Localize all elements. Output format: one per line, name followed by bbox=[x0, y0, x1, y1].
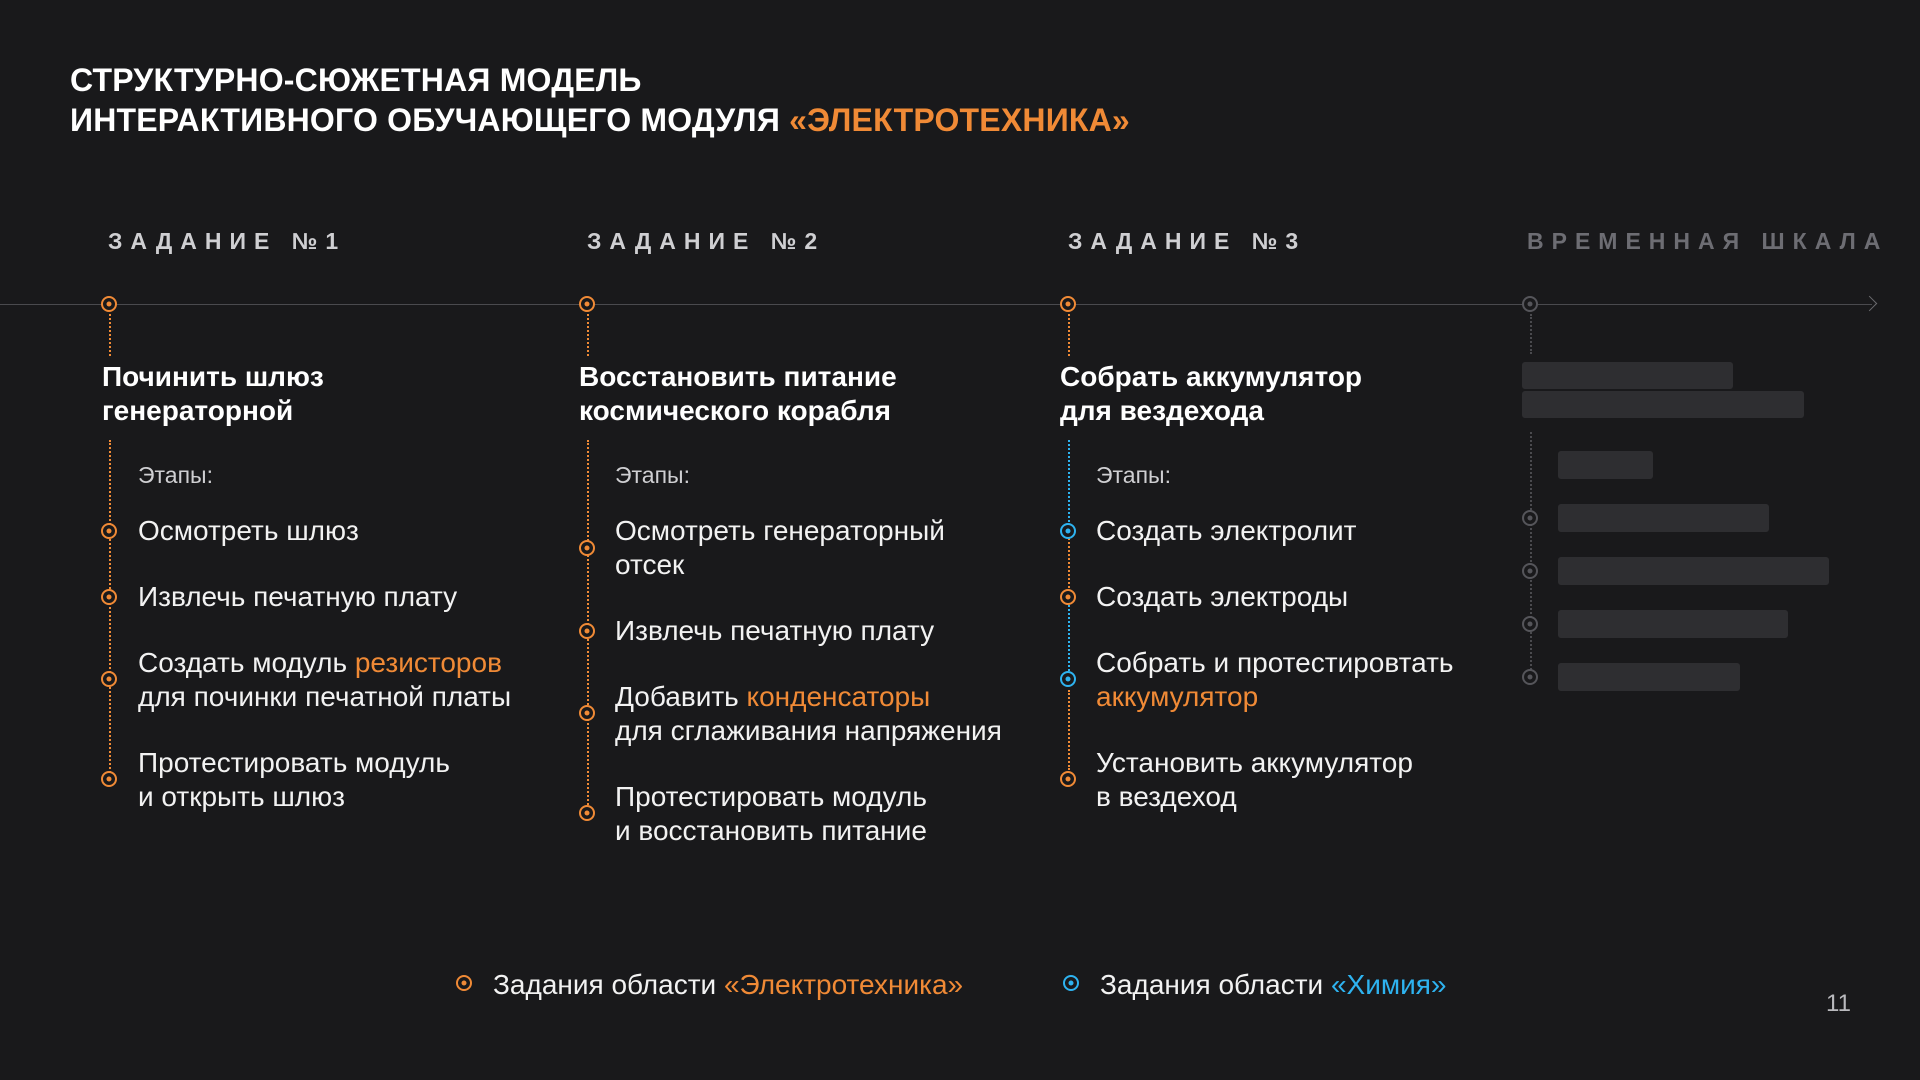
step-text: Создать электролит bbox=[1096, 515, 1357, 546]
step-text: Извлечь печатную плату bbox=[615, 615, 935, 646]
timeline-placeholder-step-3 bbox=[1558, 610, 1788, 638]
task-3-step-1-dot-icon bbox=[1060, 523, 1076, 539]
task-2-connector bbox=[587, 314, 589, 356]
task-1-title-line-2: генераторной bbox=[102, 395, 294, 426]
task-2-step-4-dot-icon bbox=[579, 805, 595, 821]
task-2-step-2-dot-icon bbox=[579, 623, 595, 639]
timeline-steps-line bbox=[1530, 432, 1532, 682]
task-3-step-3-dot-icon bbox=[1060, 671, 1076, 687]
task-3-connector bbox=[1068, 314, 1070, 356]
step-text-line-2: в вездеход bbox=[1096, 781, 1237, 812]
task-2-label: ЗАДАНИЕ №2 bbox=[587, 228, 826, 254]
timeline-placeholder-title-2 bbox=[1522, 391, 1804, 418]
task-1-step-4-dot-icon bbox=[101, 771, 117, 787]
task-1-steps-line bbox=[109, 440, 111, 785]
step-text-prefix: Добавить bbox=[615, 681, 747, 712]
legend-electro bbox=[493, 968, 963, 1002]
legend-chemistry-highlight: «Химия» bbox=[1330, 969, 1447, 1000]
task-1-title bbox=[102, 360, 324, 428]
task-1-step-2-dot-icon bbox=[101, 589, 117, 605]
task-3-step-1 bbox=[1096, 514, 1357, 548]
task-1-title-line-1: Починить шлюз bbox=[102, 361, 324, 392]
timeline-axis bbox=[0, 304, 1872, 305]
task-3-step-4-dot-icon bbox=[1060, 771, 1076, 787]
task-1-step-3 bbox=[138, 646, 511, 714]
timeline-connector bbox=[1530, 314, 1532, 354]
task-1-step-1 bbox=[138, 514, 359, 548]
task-1-step-4 bbox=[138, 746, 450, 814]
timeline-placeholder-step-1 bbox=[1558, 504, 1769, 532]
task-1-stages-label: Этапы: bbox=[138, 462, 213, 488]
task-3-steps-line-b bbox=[1068, 538, 1070, 588]
task-2-step-2 bbox=[615, 614, 934, 648]
task-3-timeline-dot-icon bbox=[1060, 296, 1076, 312]
timeline-step-3-dot-icon bbox=[1522, 616, 1538, 632]
timeline-placeholder-stages bbox=[1558, 451, 1653, 479]
task-3-steps-line-a bbox=[1068, 440, 1070, 530]
task-2-step-1 bbox=[615, 514, 945, 582]
task-1-step-1-dot-icon bbox=[101, 523, 117, 539]
title-line-1: СТРУКТУРНО-СЮЖЕТНАЯ МОДЕЛЬ bbox=[70, 62, 642, 98]
step-text-line-2: для сглаживания напряжения bbox=[615, 715, 1002, 746]
task-2-step-3 bbox=[615, 680, 1002, 748]
task-1-timeline-dot-icon bbox=[101, 296, 117, 312]
step-text-line-1 bbox=[615, 680, 1002, 714]
task-3-step-2 bbox=[1096, 580, 1348, 614]
legend-chemistry-text: Задания области bbox=[1100, 969, 1331, 1000]
task-2-step-1-dot-icon bbox=[579, 540, 595, 556]
task-1-step-3-dot-icon bbox=[101, 671, 117, 687]
timeline-placeholder-step-2 bbox=[1558, 557, 1829, 585]
step-text-prefix: Создать модуль bbox=[138, 647, 355, 678]
title-line-2-text: ИНТЕРАКТИВНОГО ОБУЧАЮЩЕГО МОДУЛЯ bbox=[70, 102, 790, 138]
task-1-step-2 bbox=[138, 580, 457, 614]
task-3-title-line-2: для вездехода bbox=[1060, 395, 1264, 426]
timeline-arrow-icon bbox=[1862, 296, 1878, 312]
page-number: 11 bbox=[1826, 990, 1851, 1017]
step-text-line-2: и открыть шлюз bbox=[138, 781, 345, 812]
step-text-line-1 bbox=[138, 646, 511, 680]
step-highlight: конденсаторы bbox=[746, 681, 931, 712]
legend-electro-text: Задания области bbox=[493, 969, 724, 1000]
slide-title bbox=[70, 60, 1130, 140]
timeline-label: ВРЕМЕННАЯ ШКАЛА bbox=[1527, 228, 1889, 254]
task-3-step-4 bbox=[1096, 746, 1413, 814]
step-text-line-2: отсек bbox=[615, 549, 685, 580]
timeline-dot-icon bbox=[1522, 296, 1538, 312]
task-1-connector bbox=[109, 314, 111, 356]
legend-electro-highlight: «Электротехника» bbox=[723, 969, 964, 1000]
task-3-steps-line-c bbox=[1068, 605, 1070, 675]
legend-chemistry bbox=[1100, 968, 1446, 1002]
step-text: Извлечь печатную плату bbox=[138, 581, 458, 612]
step-text-line-2: и восстановить питание bbox=[615, 815, 927, 846]
timeline-step-4-dot-icon bbox=[1522, 669, 1538, 685]
task-2-stages-label: Этапы: bbox=[615, 462, 690, 488]
step-highlight: резисторов bbox=[354, 647, 502, 678]
task-3-step-3 bbox=[1096, 646, 1454, 714]
step-text-line-1: Осмотреть генераторный bbox=[615, 515, 945, 546]
step-text-line-1: Протестировать модуль bbox=[615, 781, 927, 812]
task-3-steps-line-d bbox=[1068, 690, 1070, 770]
task-3-title bbox=[1060, 360, 1362, 428]
task-2-step-4 bbox=[615, 780, 927, 848]
task-2-title-line-1: Восстановить питание bbox=[579, 361, 897, 392]
timeline-step-2-dot-icon bbox=[1522, 563, 1538, 579]
timeline-step-1-dot-icon bbox=[1522, 510, 1538, 526]
step-highlight: аккумулятор bbox=[1096, 681, 1259, 712]
task-1-label: ЗАДАНИЕ №1 bbox=[108, 228, 347, 254]
legend-electro-dot-icon bbox=[456, 975, 472, 991]
task-2-timeline-dot-icon bbox=[579, 296, 595, 312]
task-2-title bbox=[579, 360, 897, 428]
task-2-title-line-2: космического корабля bbox=[579, 395, 891, 426]
task-3-label: ЗАДАНИЕ №3 bbox=[1068, 228, 1307, 254]
title-highlight: «ЭЛЕКТРОТЕХНИКА» bbox=[789, 102, 1130, 138]
step-text-line-1: Протестировать модуль bbox=[138, 747, 450, 778]
task-3-step-2-dot-icon bbox=[1060, 589, 1076, 605]
step-text: Осмотреть шлюз bbox=[138, 515, 359, 546]
step-text: Создать электроды bbox=[1096, 581, 1349, 612]
step-text-line-1: Установить аккумулятор bbox=[1096, 747, 1413, 778]
step-text-line-1: Собрать и протестировтать bbox=[1096, 647, 1454, 678]
task-3-stages-label: Этапы: bbox=[1096, 462, 1171, 488]
legend-chemistry-dot-icon bbox=[1063, 975, 1079, 991]
timeline-placeholder-step-4 bbox=[1558, 663, 1740, 691]
task-3-title-line-1: Собрать аккумулятор bbox=[1060, 361, 1363, 392]
title-line-2 bbox=[70, 100, 1130, 140]
task-2-step-3-dot-icon bbox=[579, 705, 595, 721]
step-text-line-2: для починки печатной платы bbox=[138, 681, 512, 712]
timeline-placeholder-title-1 bbox=[1522, 362, 1733, 389]
